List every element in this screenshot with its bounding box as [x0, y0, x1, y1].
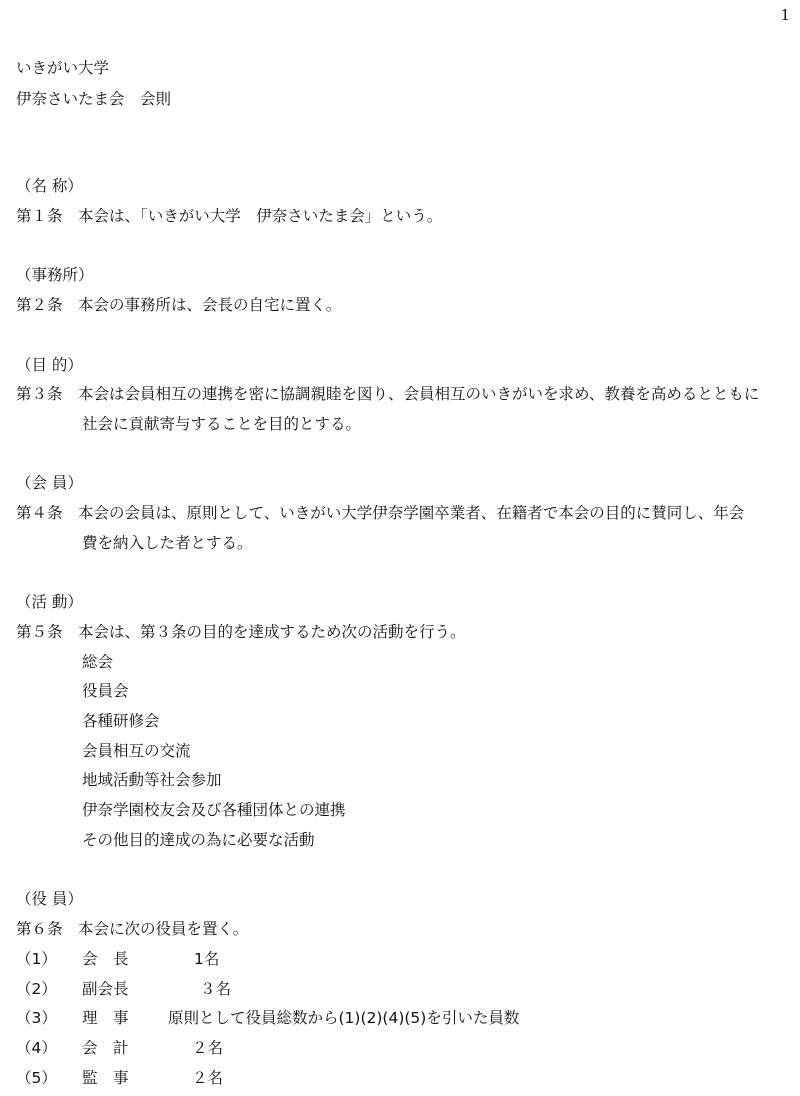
article-3-heading: （目 的）: [16, 356, 83, 374]
article-1-heading: （名 称）: [16, 177, 83, 195]
article-4-text-1: 第４条 本会の会員は、原則として、いきがい大学伊奈学園卒業者、在籍者で本会の目的に賛同し、年会: [16, 504, 745, 522]
activity-item: 地域活動等社会参加: [82, 771, 222, 789]
officer-role: 監 事: [82, 1069, 129, 1087]
activity-item: 役員会: [82, 682, 129, 700]
article-4-text-2: 費を納入した者とする。: [82, 534, 253, 552]
article-4-heading: （会 員）: [16, 474, 83, 492]
activity-item: 各種研修会: [82, 712, 160, 730]
article-5-heading: （活 動）: [16, 593, 83, 611]
page-number: 1: [780, 6, 790, 24]
activity-item: 総会: [82, 653, 114, 671]
officer-count: ２名: [192, 1069, 224, 1087]
officer-role: 副会長: [82, 980, 129, 998]
article-1-text: 第１条 本会は、「いきがい大学 伊奈さいたま会」という。: [16, 207, 443, 225]
activity-item: 会員相互の交流: [82, 742, 191, 760]
header-line-2: 伊奈さいたま会 会則: [16, 90, 172, 108]
activity-item: 伊奈学園校友会及び各種団体との連携: [82, 801, 346, 819]
activity-item: その他目的達成の為に必要な活動: [82, 831, 315, 849]
officer-row: [16, 979, 231, 999]
article-6-heading: （役 員）: [16, 890, 83, 908]
officer-count: 1名: [194, 950, 220, 968]
officer-row: [16, 1038, 223, 1058]
article-3-text-1: 第３条 本会は会員相互の連携を密に協調親睦を図り、会員相互のいきがいを求め、教養を高めるとともに: [16, 385, 760, 403]
officer-number: （3）: [16, 1009, 57, 1027]
article-5-text: 第５条 本会は、第３条の目的を達成するため次の活動を行う。: [16, 623, 466, 641]
officer-count: ３名: [200, 980, 232, 998]
officer-number: （5）: [16, 1069, 57, 1087]
officer-row: [16, 1008, 519, 1028]
article-6-text: 第６条 本会に次の役員を置く。: [16, 920, 249, 938]
officer-number: （1）: [16, 950, 57, 968]
officer-count: ２名: [192, 1039, 224, 1057]
officer-row: [16, 1068, 223, 1088]
officer-role: 会 計: [82, 1039, 129, 1057]
header-line-1: いきがい大学: [16, 59, 110, 77]
officer-role: 会 長: [82, 950, 129, 968]
article-2-text: 第２条 本会の事務所は、会長の自宅に置く。: [16, 296, 342, 314]
officer-role: 理 事: [82, 1009, 129, 1027]
officer-number: （4）: [16, 1039, 57, 1057]
article-3-text-2: 社会に貢献寄与することを目的とする。: [82, 415, 362, 433]
officer-count: 原則として役員総数から(1)(2)(4)(5)を引いた員数: [168, 1009, 520, 1027]
officer-row: [16, 949, 219, 969]
article-2-heading: （事務所）: [16, 266, 94, 284]
officer-number: （2）: [16, 980, 57, 998]
